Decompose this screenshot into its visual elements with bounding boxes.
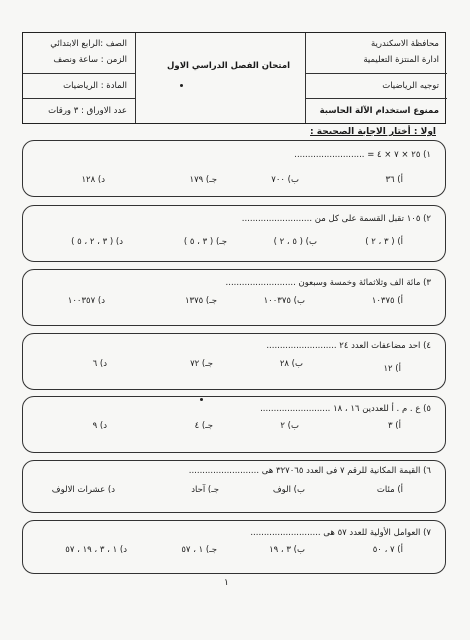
exam-title: امتحان الفصل الدراسي الاول [167,61,290,71]
no-calculator-text: ممنوع استخدام الآلة الحاسبة [319,106,439,116]
question-2 [22,205,446,262]
option-b[interactable]: ب) ٣ ، ١٩ [269,545,305,555]
option-b[interactable]: ب) ٢ [280,421,299,431]
option-c[interactable]: جـ) آحاد [191,485,219,495]
question-text: ٧) العوامل الأولية للعدد ٥٧ هى .......................... [250,528,431,538]
question-text: ١) ٢٥ × ٧ × ٤ = .......................... [294,150,431,160]
option-a[interactable]: أ) مئات [376,485,403,495]
option-d[interactable]: د) ١ ، ٣ ، ١٩ ، ٥٧ [65,545,127,555]
option-b[interactable]: ب) الوف [272,485,305,495]
admin-text: ادارة المنتزة التعليمية [363,55,439,65]
option-c[interactable]: جـ) ( ٣ ، ٥ ) [183,237,227,247]
option-c[interactable]: جـ) ١٣٧٥ [184,296,217,306]
grade-text: الصف :الرابع الابتدائي [50,39,127,49]
option-a[interactable]: أ) ١٢ [383,364,401,374]
option-b[interactable]: ب) ٢٨ [279,359,303,369]
section-title: اولا : أختار الاجابة الصحيحة : [310,127,436,137]
option-d[interactable]: د) ( ٣ ، ٢ ، ٥ ) [71,237,123,247]
question-3 [22,269,446,326]
question-text: ٤) احد مضاعفات العدد ٢٤ .......................... [266,341,431,351]
governorate-text: محافظة الاسكندرية [370,39,439,49]
option-d[interactable]: د) ١٢٨ [81,175,105,185]
question-6 [22,460,446,513]
question-1 [22,140,446,197]
option-d[interactable]: د) ٩ [92,421,107,431]
option-b[interactable]: ب) ١٠٠٣٧٥ [263,296,305,306]
option-a[interactable]: أ) ٧ ، ٥٠ [372,545,403,555]
exam-header [22,32,446,124]
option-d[interactable]: د) ١٠٠٣٥٧ [67,296,105,306]
option-d[interactable]: د) عشرات الالوف [51,485,115,495]
option-a[interactable]: أ) ١٠٣٧٥ [371,296,403,306]
question-text: ٥) ع . م . أ للعددين ١٦ ، ١٨ .......................... [260,404,431,414]
time-text: الزمن : ساعة ونصف [53,55,127,65]
math-directorate-text: توجيه الرياضيات [382,81,439,91]
question-text: ٢) ١٠٥ تقبل القسمة على كل من .......................... [241,214,431,224]
option-b[interactable]: ب) ٧٠٠ [271,175,299,185]
option-c[interactable]: جـ) ١٧٩ [189,175,217,185]
option-a[interactable]: أ) ٣ [388,421,401,431]
option-a[interactable]: أ) ( ٣ ، ٢ ) [365,237,403,247]
option-c[interactable]: جـ) ٤ [194,421,213,431]
option-d[interactable]: د) ٦ [92,359,107,369]
pages-count-text: عدد الاوراق : ٣ ورقات [48,106,127,116]
option-a[interactable]: أ) ٣٦ [385,175,403,185]
question-5 [22,396,446,453]
question-4 [22,333,446,390]
page-number: ١ [224,578,229,588]
question-text: ٣) مائة الف وثلاثمائة وخمسة وسبعون .......................... [225,278,431,288]
subject-text: المادة : الرياضيات [63,81,127,91]
question-7 [22,520,446,574]
option-b[interactable]: ب) ( ٥ ، ٢ ) [273,237,317,247]
option-c[interactable]: جـ) ١ ، ٥٧ [181,545,217,555]
option-c[interactable]: جـ) ٧٢ [190,359,213,369]
question-text: ٦) القيمة المكانية للرقم ٧ فى العدد ٣٢٧٠٦٥ هى .......................... [188,466,431,476]
